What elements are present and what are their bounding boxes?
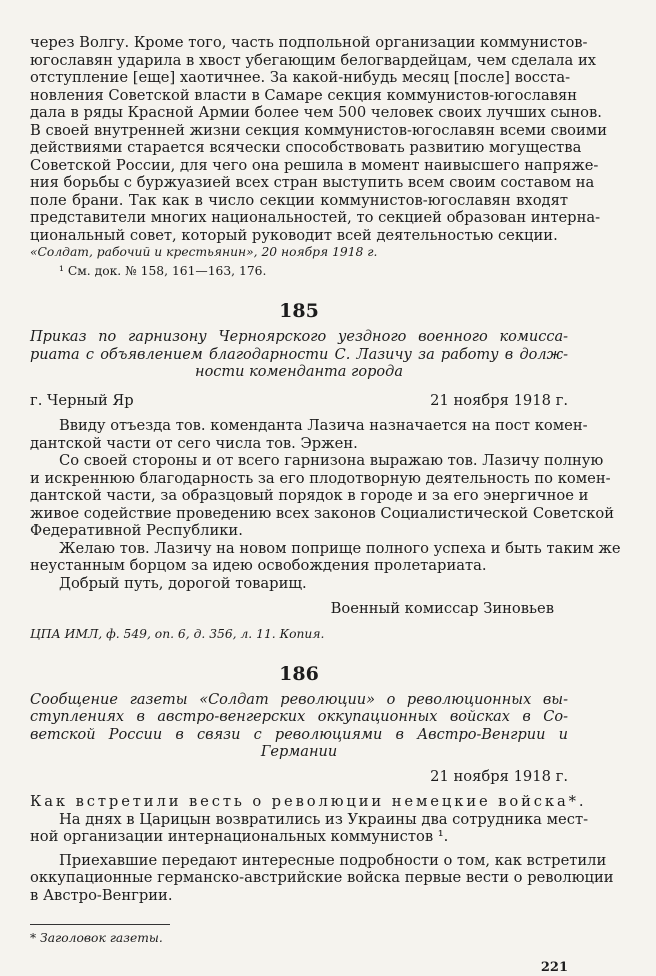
document-number: 185: [279, 300, 319, 322]
text-line: действиями старается всячески способствовать развитию могущества: [30, 139, 582, 156]
paragraph: [30, 810, 589, 846]
paragraph: Добрый путь, дорогой товарищ.: [59, 574, 307, 592]
intro-footnote: ¹ См. док. № 158, 161—163, 176.: [59, 264, 267, 278]
text-line: через Волгу. Кроме того, часть подпольной организации коммунистов-: [30, 34, 588, 51]
document-date: 21 ноября 1918 г.: [430, 391, 568, 409]
document-title: [30, 329, 568, 382]
place-date-row: [30, 392, 568, 410]
title-line: ветской России в связи с революциями в Австро-Венгрии и: [30, 726, 568, 743]
footnote: * Заголовок газеты.: [30, 931, 163, 945]
text-line: дантской части от сего числа тов. Эржен.: [30, 434, 358, 452]
text-line: дантской части, за образцовый порядок в городе и за его энергичное и: [30, 487, 589, 504]
page-number: 221: [540, 960, 568, 975]
paragraph: [30, 417, 588, 452]
intro-source: «Солдат, рабочий и крестьянин», 20 ноября 1918 г.: [30, 245, 378, 259]
text-line: поле брани. Так как в число секции коммунистов-югославян входят: [30, 191, 568, 209]
signature: Военный комиссар Зиновьев: [330, 600, 554, 617]
title-line: ступлениях в австро-венгерских оккупационных войсках в Со-: [30, 709, 568, 725]
document-place: г. Черный Яр: [30, 391, 134, 409]
text-line: представители многих национальностей, то секцией образован интерна-: [30, 209, 601, 226]
title-line: Приказ по гарнизону Черноярского уездного военного комисса-: [30, 329, 568, 345]
text-line: дала в ряды Красной Армии более чем 500 человек своих лучших сынов.: [30, 104, 602, 121]
paragraph: [30, 452, 615, 540]
text-line: Приехавшие передают интересные подробности о том, как встретили: [59, 851, 607, 869]
text-line: неустанным борцом за идею освобождения пролетариата.: [30, 557, 487, 574]
text-line: и искреннюю благодарность за его плодотворную деятельность по комен-: [30, 469, 611, 487]
text-line: новления Советской власти в Самаре секция коммунистов-югославян: [30, 86, 578, 104]
text-line: оккупационные германско-австрийские войска первые вести о революции: [30, 869, 614, 886]
text-line: Советской России, для чего она решила в момент наивысшего напряже-: [30, 156, 599, 174]
text-line: Со своей стороны и от всего гарнизона выражаю тов. Лазичу полную: [59, 452, 604, 469]
paragraph: [30, 539, 621, 575]
document-number: 186: [279, 662, 319, 685]
title-line: Германии: [260, 744, 338, 760]
text-line: В своей внутренней жизни секция коммунистов-югославян всеми своими: [30, 121, 607, 139]
text-line: На днях в Царицын возвратились из Украины два сотрудника мест-: [59, 810, 589, 828]
text-line: югославян ударила в хвост убегающим белогвардейцам, чем сделала их: [30, 51, 597, 69]
newspaper-headline: Как встретили весть о революции немецкие войска*.: [30, 793, 587, 810]
text-line: ния борьбы с буржуазией всех стран выступить всем своим составом на: [30, 174, 595, 191]
title-line: ности коменданта города: [195, 364, 403, 380]
document-title: [30, 692, 568, 762]
text-line: в Австро-Венгрии.: [30, 886, 173, 904]
paragraph: [30, 851, 614, 905]
text-line: отступление [еще] хаотичнее. За какой-нибудь месяц [после] восста-: [30, 69, 571, 86]
text-line: живое содействие проведению всех законов Социалистической Советской: [30, 504, 615, 522]
intro-paragraph: [30, 34, 607, 244]
document-date: 21 ноября 1918 г.: [430, 767, 568, 785]
text-line: Желаю тов. Лазичу на новом поприще полного успеха и быть таким же: [59, 539, 621, 557]
title-line: риата с объявлением благодарности С. Лазичу за работу в долж-: [30, 346, 568, 363]
page-content: [30, 34, 621, 976]
archive-source: ЦПА ИМЛ, ф. 549, оп. 6, д. 356, л. 11. Копия.: [30, 626, 325, 641]
title-line: Сообщение газеты «Солдат революции» о революционных вы-: [30, 691, 568, 708]
text-line: Федеративной Республики.: [30, 522, 243, 539]
text-line: Ввиду отъезда тов. коменданта Лазича назначается на пост комен-: [59, 417, 588, 434]
text-line: ной организации интернациональных коммунистов ¹.: [30, 828, 449, 845]
text-line: циональный совет, который руководит всей деятельностью секции.: [30, 226, 558, 244]
